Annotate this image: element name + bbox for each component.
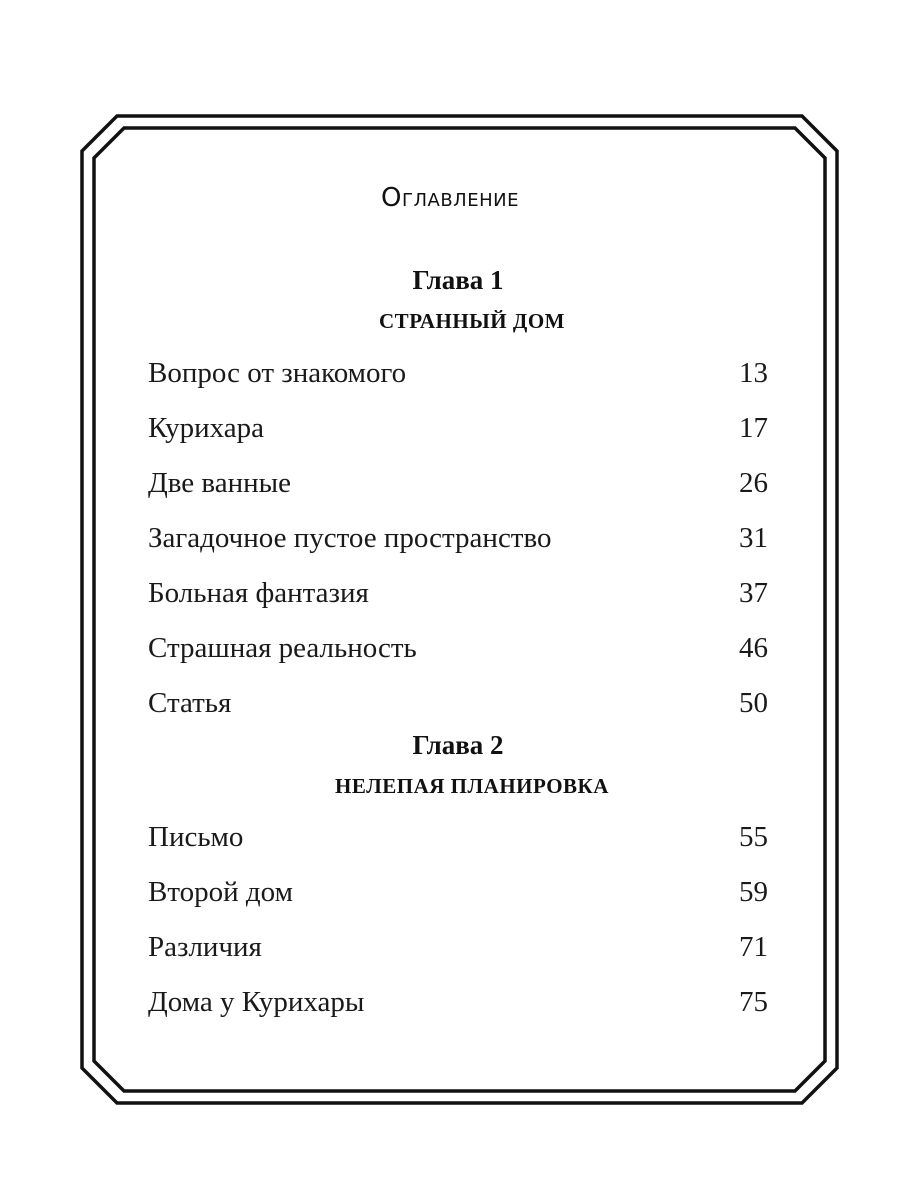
toc-entry-page: 75	[739, 986, 768, 1018]
toc-entry-label: Две ванные	[148, 467, 292, 499]
toc-entry-page: 59	[739, 876, 768, 908]
toc-entry[interactable]	[148, 986, 768, 1026]
toc-entry-page: 50	[739, 687, 768, 719]
toc-entry[interactable]	[148, 821, 768, 861]
toc-title: Оглавление	[381, 183, 519, 213]
toc-entry-page: 71	[739, 931, 768, 963]
toc-entry[interactable]	[148, 632, 768, 672]
toc-entry-label: Дома у Курихары	[148, 986, 365, 1018]
toc-entry-label: Второй дом	[148, 876, 293, 908]
toc-entry-page: 46	[739, 632, 768, 664]
toc-entry[interactable]	[148, 522, 768, 562]
toc-entry[interactable]	[148, 357, 768, 397]
toc-entry-label: Вопрос от знакомого	[148, 357, 407, 389]
toc-entry-page: 37	[739, 577, 768, 609]
toc-entry-label: Загадочное пустое пространство	[148, 522, 552, 554]
toc-entry-label: Курихара	[148, 412, 265, 444]
toc-entry-page: 13	[739, 357, 768, 389]
toc-entry-page: 55	[739, 821, 768, 853]
toc-entry[interactable]	[148, 467, 768, 507]
toc-entry[interactable]	[148, 412, 768, 452]
toc-entry-page: 26	[739, 467, 768, 499]
chapter-2-name: НЕЛЕПАЯ ПЛАНИРОВКА	[335, 774, 609, 798]
toc-entry[interactable]	[148, 931, 768, 971]
toc-entry-page: 17	[739, 412, 768, 444]
toc-entry-label: Письмо	[148, 821, 244, 853]
toc-entry-label: Статья	[148, 687, 232, 719]
toc-entry-label: Больная фантазия	[148, 577, 369, 609]
chapter-2-number: Глава 2	[412, 730, 504, 760]
toc-entry[interactable]	[148, 687, 768, 727]
chapter-1-number: Глава 1	[412, 265, 504, 295]
toc-entry[interactable]	[148, 577, 768, 617]
toc-entry-page: 31	[739, 522, 768, 554]
toc-entry-label: Страшная реальность	[148, 632, 417, 664]
chapter-1-name: СТРАННЫЙ ДОМ	[379, 309, 565, 333]
toc-entry-label: Различия	[148, 931, 262, 963]
toc-entry[interactable]	[148, 876, 768, 916]
